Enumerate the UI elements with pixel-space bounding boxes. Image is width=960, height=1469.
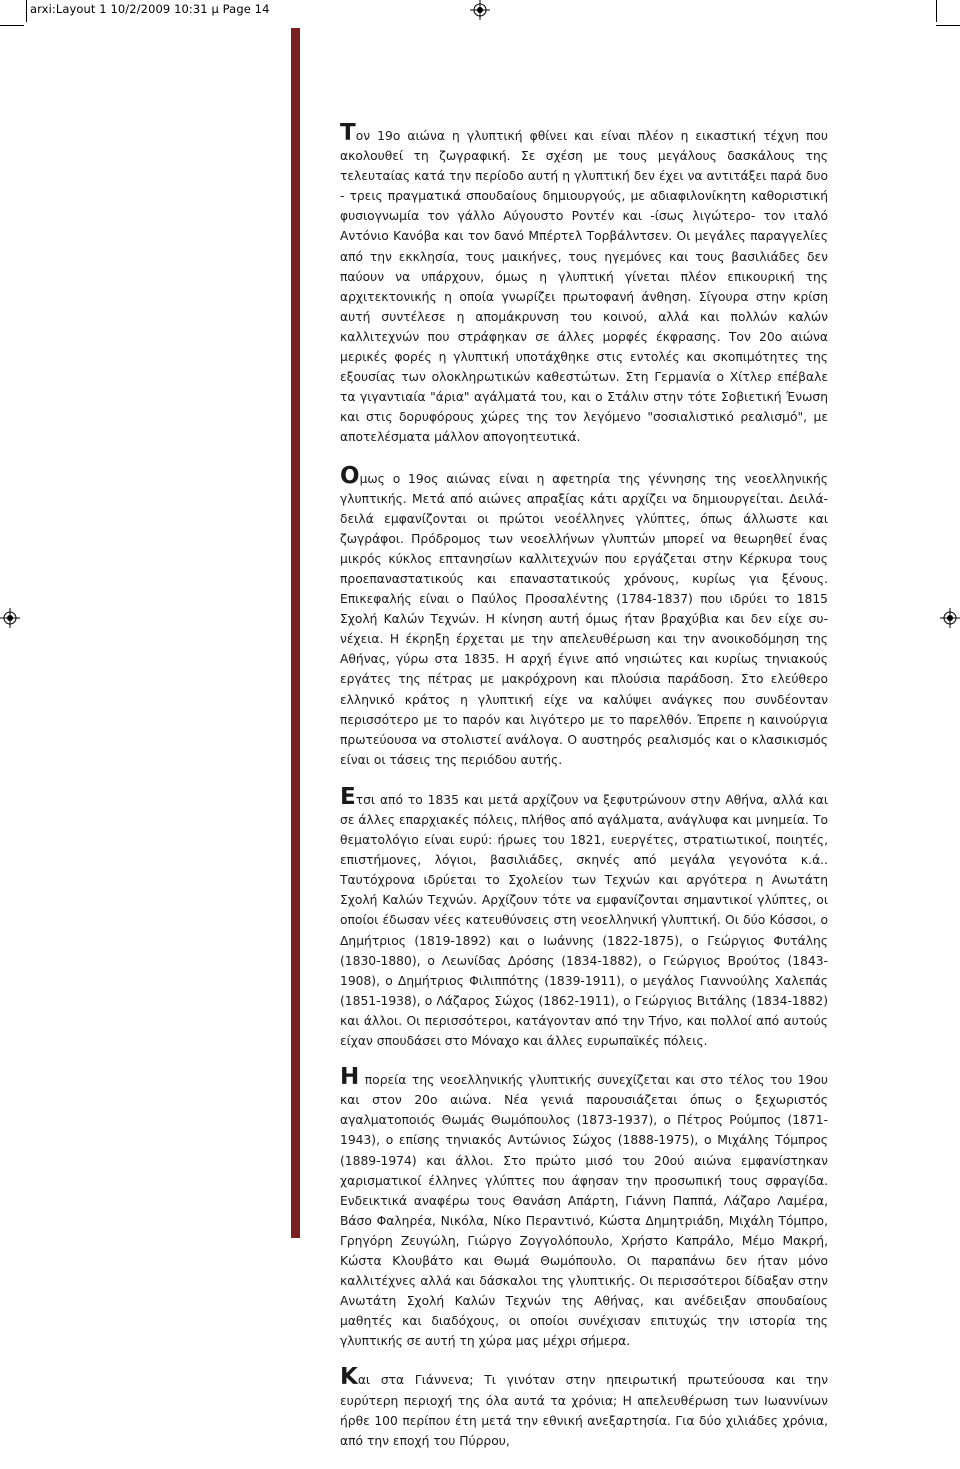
paragraph-text: μως ο 19ος αιώνας είναι η αφετηρία της γέννησης της νεοελληνικής γλυπτικής. Μετά από αιώνες απραξίας κάτι αρχίζει να δημιουργείται. Δειλά-δειλά εμφανίζονται οι πρώτοι νεοέλληνες γλύπτες, όπως άλλωστε και ζωγράφοι. Πρόδρομος των νεοελλήνων γλυπτών μπορεί να θεωρηθεί ένας μικρός κύκλος επτανησίων καλλιτεχνών που εργάζεται στην Κέρκυρα τους προεπαναστατικούς και επαναστατικούς χρόνους, κυρίως για ξένους. Επικεφαλής είναι ο Παύλος Προσαλέντης (1784-1837) που ιδρύει το 1815 Σχολή Καλών Τεχνών. Η κίνηση αυτή όμως ήταν βραχύβια και δεν είχε συνέχεια. Η έκρηξη έρχεται με την απελευθέρωση και την ανοικοδόμηση της Αθήνας, γύρω στα 1835. Η αρχή έγινε από νησιώτες και κυρίως τηνιακούς εργάτες της πέτρας με μακρόχρονη και πλούσια παράδοση. Στο ελεύθερο ελληνικό κράτος η γλυπτική είχε να καλύψει ανάγκες που συνδέονταν περισσότερο με το παρόν και λιγότερο με το παρελθόν. Έπρεπε η καινούργια πρωτεύουσα να στολιστεί ανάλογα. Ο αυστηρός ρεαλισμός και ο κλασικισμός είναι οι τάσεις της περιόδου αυτής. xyxy=(340,471,828,767)
paragraph-text: τσι από το 1835 και μετά αρχίζουν να ξεφυτρώνουν στην Αθήνα, αλλά και σε άλλες επαρχιακές πόλεις, πλήθος από αγάλματα, ανάγλυφα και μνημεία. Το θεματολόγιο είναι ευρύ: ήρωες του 1821, ευεργέτες, στρατιωτικοί, ποιητές, επιστήμονες, λόγιοι, βασιλιάδες, σκηνές από μεγάλα γεγονότα κ.ά.. Ταυτόχρονα ιδρύεται το Σχολείον των Τεχνών και αργότερα η Ανωτάτη Σχολή Καλών Τεχνών. Αρχίζουν τότε να εμφανίζονται σημαντικοί γλύπτες, οι οποίοι έδωσαν νέες κατευθύνσεις στη νεοελληνική γλυπτική. Οι δύο Κόσσοι, ο Δημήτριος (1819-1892) και ο Ιωάννης (1822-1875), ο Γεώργιος Φυτάλης (1830-1880), ο Λεωνίδας Δρόσης (1834-1882), ο Γεώργιος Βρούτος (1843-1908), ο Δημήτριος Φιλιππότης (1839-1911), ο μεγάλος Γιαννούλης Χαλεπάς (1851-1938), ο Λάζαρος Σώχος (1862-1911), ο Γεώργιος Βιτάλης (1834-1882) και άλλοι. Οι περισσότεροι, κατάγονταν από την Τήνο, και πολλοί από αυτούς είχαν σπουδάσει στο Μόναχο και άλλες ευρωπαϊκές πόλεις. xyxy=(340,792,828,1049)
registration-mark-left-icon xyxy=(0,608,20,628)
article-body xyxy=(340,120,828,1469)
accent-vertical-bar xyxy=(291,28,300,1238)
paragraph-4 xyxy=(340,1064,828,1351)
paragraph-text: πορεία της νεοελληνικής γλυπτικής συνεχίζεται και στο τέλος του 19ου και στον 20ο αιώνα. Νέα γενιά παρουσιάζεται όπως ο ξεχωριστός αγαλματοποιός Θωμάς Θωμόπουλος (1873-1937), ο Πέτρος Ρούμπος (1871-1943), ο επίσης τηνιακός Αντώνιος Σώχος (1888-1975), ο Μιχάλης Τόμπρος (1889-1974) και άλλοι. Στο πρώτο μισό του 20ού αιώνα εμφανίστηκαν χαρισματικοί έλληνες γλύπτες που άφησαν την προσωπική τους σφραγίδα. Ενδεικτικά αναφέρω τους Θανάση Απάρτη, Γιάννη Παππά, Λάζαρο Λαμέρα, Βάσο Φαληρέα, Νικόλα, Νίκο Περαντινό, Κώστα Δημητριάδη, Μιχάλη Τόμπρο, Γρηγόρη Ζευγώλη, Γιώργο Ζογγολόπουλο, Χρήστο Καπράλο, Μέμο Μακρή, Κώστα Κλουβάτο και Θωμά Θωμόπουλο. Οι παραπάνω δεν ήταν μόνο καλλιτέχνες αλλά και δάσκαλοι της γλυπτικής. Οι περισσότεροι δίδαξαν στην Ανωτάτη Σχολή Καλών Τεχνών της Αθήνας, και ανέδειξαν σπουδαίους μαθητές και διαδόχους, οι οποίοι συνέχισαν επιτυχώς την ιστορία της γλυπτικής σε αυτή τη χώρα μας μέχρι σήμερα. xyxy=(340,1073,828,1349)
crop-mark-top-left-h xyxy=(0,25,24,26)
drop-initial: Τ xyxy=(340,120,356,146)
registration-mark-right-icon xyxy=(940,608,960,628)
paragraph-5 xyxy=(340,1364,828,1450)
paragraph-text: αι στα Γιάννενα; Τι γινόταν στην ηπειρωτική πρωτεύουσα και την ευρύτερη περιοχή της όλα αυτά τα χρόνια; Η απελευθέρωση των Ιωαννίνων ήρθε 100 περίπου έτη μετά την εθνική ανεξαρτησία. Για δύο χιλιάδες χρόνια, από την εποχή του Πύρρου, xyxy=(340,1373,828,1448)
crop-mark-top-right-v xyxy=(936,0,937,22)
drop-initial: Ε xyxy=(340,783,356,810)
paragraph-2 xyxy=(340,462,828,770)
crop-mark-top-right-h xyxy=(936,25,960,26)
drop-initial: Κ xyxy=(340,1364,358,1391)
crop-mark-top-left-v xyxy=(26,0,27,22)
registration-mark-top-icon xyxy=(470,0,490,20)
print-slug-line: arxi:Layout 1 10/2/2009 10:31 μ Page 14 xyxy=(30,2,270,16)
paragraph-3 xyxy=(340,783,828,1051)
paragraph-text: ον 19ο αιώνα η γλυπτική φθίνει και είναι πλέον η εικαστική τέχνη που ακολουθεί τη ζωγραφική. Σε σχέση με τους μεγάλους δασκάλους της τελευταίας κατά την περίοδο αυτή η γλυπτική δεν έχει να αντιτάξει παρά δυο - τρεις πραγματικά σπουδαίους δημιουργούς, με αδιαφιλονίκητη καθοριστική φυσιογνωμία τον γάλλο Αύγουστο Ροντέν και -ίσως λιγώτερο- τον ιταλό Αντόνιο Κανόβα και τον δανό Μπέρτελ Τορβάλντσεν. Οι μεγάλες παραγγελίες από την εκκλησία, τους μαικήνες, τους ηγεμόνες και τους βασιλιάδες δεν παύουν να υπάρχουν, όμως η γλυπτική γίνεται πλέον επικουρική της αρχιτεκτονικής η οποία γνωρίζει πρωτοφανή άνθηση. Σίγουρα στην κρίση αυτή συντέλεσε η απομάκρυνση του κοινού, αλλά και πολλών καλών καλλιτεχνών που στράφηκαν σε άλλες μορφές έκφρασης. Τον 20ο αιώνα μερικές φορές η γλυπτική υποτάχθηκε στις εντολές και σκοπιμότητες της εξουσίας των ολοκληρωτικών καθεστώτων. Στη Γερμανία ο Χίτλερ επέβαλε τα γιγαντιαία "άρια" αγάλματά του, και ο Στάλιν στην τότε Σοβιετική Ένωση και στις δορυφόρους χώρες της τον λεγόμενο "σοσιαλιστικό ρεαλισμό", με αποτελέσματα μάλλον απογοητευτικά. xyxy=(340,129,828,445)
drop-initial: Ο xyxy=(340,462,360,489)
drop-initial: Η xyxy=(340,1064,360,1091)
paragraph-1 xyxy=(340,120,828,448)
